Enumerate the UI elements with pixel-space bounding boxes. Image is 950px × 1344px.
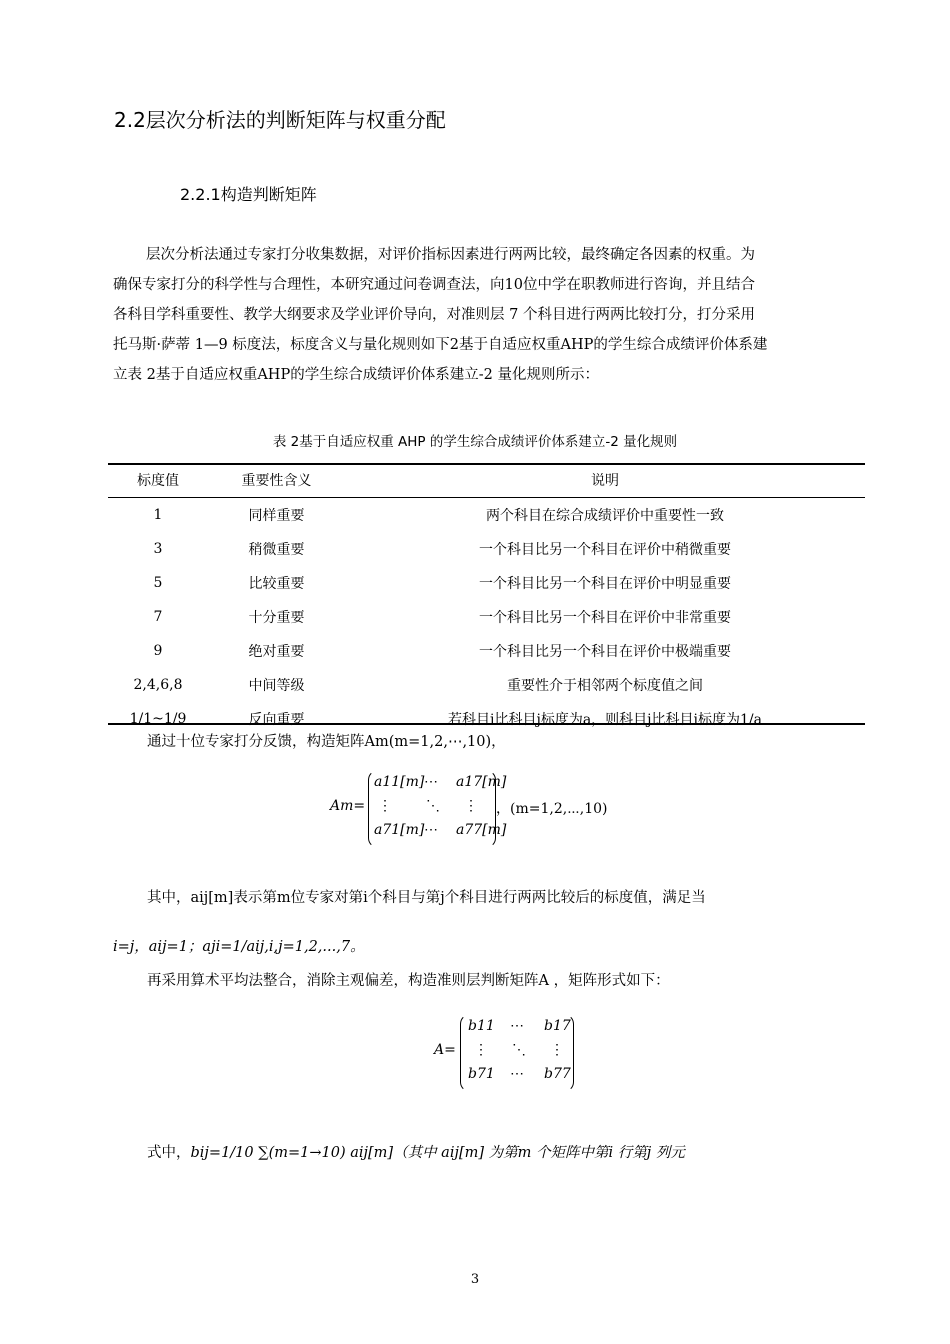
matrix-entry: b11 — [468, 1018, 495, 1034]
matrix-entry: ⋮ — [378, 798, 392, 814]
matrix-lhs: Am= — [330, 798, 366, 814]
matrix-entry: ⋱ — [512, 1042, 526, 1058]
table-header: 标度值 — [108, 463, 208, 498]
matrix-entry: a77[m] — [456, 822, 507, 838]
table-cell: 稍微重要 — [248, 542, 305, 558]
paragraph-line: 各科目学科重要性、教学大纲要求及学业评价导向，对准则层 7 个科目进行两两比较打分，打分采用 — [113, 307, 755, 323]
table-header: 说明 — [345, 463, 865, 498]
table-header: 重要性含义 — [208, 463, 345, 498]
table-bottom-rule — [108, 723, 865, 725]
table-cell: 两个科目在综合成绩评价中重要性一致 — [486, 508, 724, 524]
matrix-entry: ⋮ — [550, 1042, 564, 1058]
arith-line: 再采用算术平均法整合，消除主观偏差，构造准则层判断矩阵A ，矩阵形式如下： — [147, 973, 670, 989]
paragraph-line: 托马斯·萨蒂 1—9 标度法，标度含义与量化规则如下2基于自适应权重AHP的学生综合成绩评价体系建 — [113, 337, 768, 353]
matrix-entry: b71 — [468, 1066, 495, 1082]
paragraph-line: 层次分析法通过专家打分收集数据，对评价指标因素进行两两比较，最终确定各因素的权重。为 — [146, 247, 755, 263]
paragraph-line: 立表 2基于自适应权重AHP的学生综合成绩评价体系建立-2 量化规则所示： — [113, 367, 599, 383]
table-cell: 十分重要 — [248, 610, 305, 626]
table-cell: 一个科目比另一个科目在评价中稍微重要 — [479, 542, 731, 558]
matrix-am — [330, 770, 650, 850]
matrix-entry: a11[m] — [374, 774, 425, 790]
matrix-entry: ⋯ — [510, 1018, 524, 1034]
table-cell: 一个科目比另一个科目在评价中极端重要 — [479, 644, 731, 660]
table-row — [108, 668, 865, 702]
matrix-entry: a71[m] — [374, 822, 425, 838]
table-cell: 绝对重要 — [248, 644, 305, 660]
matrix-intro-line: 通过十位专家打分反馈，构造矩阵Am(m=1,2,⋯,10)， — [147, 734, 506, 750]
section-heading: 2.2层次分析法的判断矩阵与权重分配 — [114, 108, 446, 132]
table-cell: 同样重要 — [248, 508, 305, 524]
matrix-entry: b77 — [544, 1066, 571, 1082]
table-cell: 7 — [153, 609, 163, 625]
table-cell: 2,4,6,8 — [133, 677, 183, 693]
matrix-entry: ⋮ — [474, 1042, 488, 1058]
scale-table — [108, 463, 865, 736]
matrix-entry: ⋱ — [426, 798, 440, 814]
table-cell: 一个科目比另一个科目在评价中明显重要 — [479, 576, 731, 592]
matrix-entry: ⋯ — [510, 1066, 524, 1082]
table-cell: 反向重要 — [248, 712, 305, 728]
matrix-lhs: A= — [434, 1042, 456, 1058]
table-cell: 比较重要 — [248, 576, 305, 592]
matrix-entry: ⋮ — [464, 798, 478, 814]
table-cell: 1 — [153, 507, 163, 523]
matrix-suffix: ，(m=1,2,⋯,10) — [496, 801, 608, 817]
table-row — [108, 600, 865, 634]
table-row — [108, 532, 865, 566]
formula-prefix: 式中， — [147, 1145, 191, 1161]
where-line-1: 其中，aij[m]表示第m位专家对第i个科目与第j个科目进行两两比较后的标度值，满足当 — [147, 890, 706, 906]
table-cell: 9 — [153, 643, 163, 659]
table-row — [108, 566, 865, 600]
matrix-entry: ⋯ — [424, 822, 438, 838]
subsection-heading: 2.2.1构造判断矩阵 — [180, 185, 317, 204]
formula: bij=1/10 ∑(m=1→10) aij[m]（其中 aij[m] 为第m 个矩阵中第i 行第j 列元 — [190, 1145, 685, 1161]
paragraph-1 — [113, 240, 865, 390]
matrix-a — [434, 1014, 594, 1094]
page-number: 3 — [470, 1272, 480, 1287]
table-cell: 若科目i比科目j标度为a，则科目j比科目i标度为1/a — [448, 712, 762, 728]
table-row — [108, 634, 865, 668]
table-cell: 中间等级 — [248, 678, 305, 694]
formula-line — [147, 1138, 685, 1168]
where-line-2: i=j，aij=1；aji=1/aij,i,j=1,2,...,7。 — [113, 939, 365, 955]
table-cell: 一个科目比另一个科目在评价中非常重要 — [479, 610, 731, 626]
table-cell: 1/1~1/9 — [129, 711, 187, 727]
table-caption: 表 2基于自适应权重 AHP 的学生综合成绩评价体系建立-2 量化规则 — [272, 434, 678, 450]
table-cell: 5 — [153, 575, 163, 591]
table-cell: 重要性介于相邻两个标度值之间 — [507, 678, 703, 694]
table-cell: 3 — [153, 541, 163, 557]
matrix-entry: ⋯ — [424, 774, 438, 790]
matrix-entry: a17[m] — [456, 774, 507, 790]
table-header-row — [108, 463, 865, 498]
table-row — [108, 498, 865, 533]
paragraph-line: 确保专家打分的科学性与合理性，本研究通过问卷调查法，向10位中学在职教师进行咨询，并且结合 — [113, 277, 755, 293]
matrix-entry: b17 — [544, 1018, 571, 1034]
